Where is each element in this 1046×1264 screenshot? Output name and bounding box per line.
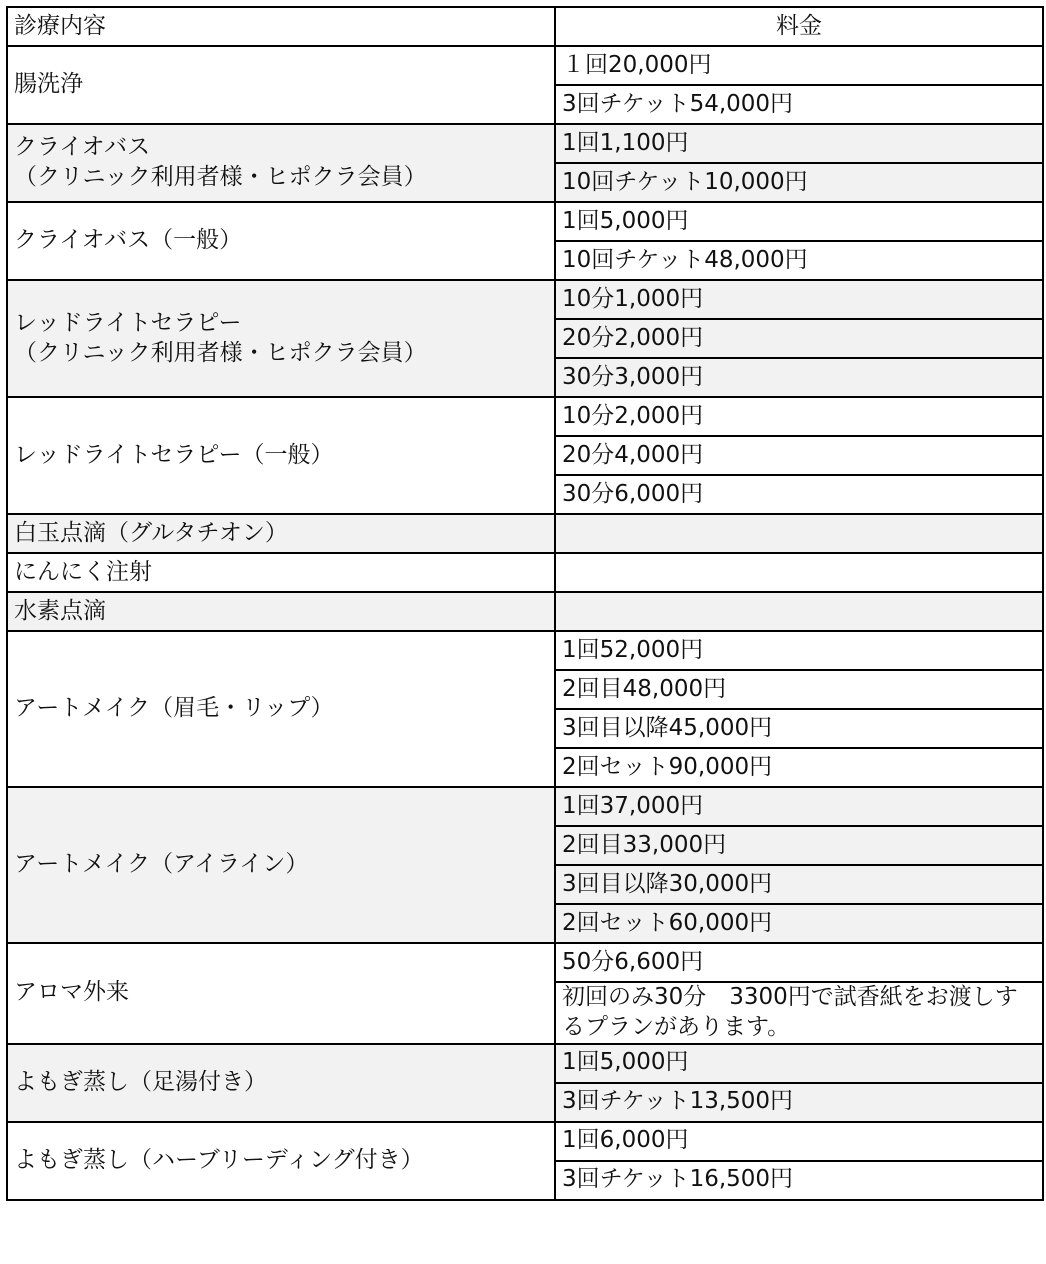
service-name-cell [7, 787, 555, 943]
price-cell: 2回目33,000円 [555, 826, 1043, 865]
price-cell: 30分6,000円 [555, 475, 1043, 514]
price-cell: 3回目以降45,000円 [555, 709, 1043, 748]
price-cell: 1回5,000円 [555, 1044, 1043, 1083]
price-cell: 1回37,000円 [555, 787, 1043, 826]
table-row [7, 631, 1043, 670]
price-cell: 20分2,000円 [555, 319, 1043, 358]
table-row [7, 514, 1043, 553]
service-name-line: よもぎ蒸し（ハーブリーディング付き） [14, 1146, 424, 1173]
service-name-line: クライオバス [14, 134, 151, 161]
price-cell: 10分1,000円 [555, 280, 1043, 319]
service-name-cell [7, 1122, 555, 1200]
price-cell: 10回チケット48,000円 [555, 241, 1043, 280]
service-name-line: レッドライトセラピー（一般） [14, 441, 334, 468]
price-table [6, 6, 1044, 1201]
service-name-line: アートメイク（アイライン） [14, 851, 309, 878]
table-row [7, 280, 1043, 319]
service-name-cell [7, 124, 555, 202]
service-name-cell [7, 553, 555, 592]
table-row [7, 124, 1043, 163]
service-name-line: にんにく注射 [14, 558, 152, 585]
table-row [7, 1122, 1043, 1161]
price-cell: 3回チケット13,500円 [555, 1083, 1043, 1122]
service-name-line: 白玉点滴（グルタチオン） [14, 519, 288, 546]
price-cell: 3回チケット54,000円 [555, 85, 1043, 124]
service-name-line: よもぎ蒸し（足湯付き） [14, 1068, 267, 1095]
price-cell [555, 592, 1043, 631]
table-header-row [7, 7, 1043, 46]
price-cell: 2回セット90,000円 [555, 748, 1043, 787]
price-cell: 1回5,000円 [555, 202, 1043, 241]
price-cell: 20分4,000円 [555, 436, 1043, 475]
price-column-header: 料金 [555, 7, 1043, 46]
service-name-line: 腸洗浄 [14, 71, 83, 98]
price-cell: 10分2,000円 [555, 397, 1043, 436]
price-cell [555, 514, 1043, 553]
service-name-cell [7, 280, 555, 397]
service-name-cell [7, 631, 555, 787]
service-name-cell [7, 514, 555, 553]
service-name-line: クライオバス（一般） [14, 227, 243, 254]
price-cell: 1回6,000円 [555, 1122, 1043, 1161]
price-cell: 50分6,600円 [555, 943, 1043, 982]
table-row [7, 553, 1043, 592]
price-cell: 10回チケット10,000円 [555, 163, 1043, 202]
service-name-cell [7, 46, 555, 124]
service-name-cell [7, 202, 555, 280]
price-cell: １回20,000円 [555, 46, 1043, 85]
price-cell: 3回チケット16,500円 [555, 1161, 1043, 1200]
table-row [7, 1044, 1043, 1083]
service-name-cell [7, 592, 555, 631]
service-name-line: アートメイク（眉毛・リップ） [14, 695, 334, 722]
price-cell: 2回セット60,000円 [555, 904, 1043, 943]
price-cell: 2回目48,000円 [555, 670, 1043, 709]
service-name-line: アロマ外来 [14, 979, 129, 1006]
table-row [7, 397, 1043, 436]
table-row [7, 592, 1043, 631]
service-column-header: 診療内容 [7, 7, 555, 46]
price-cell: 3回目以降30,000円 [555, 865, 1043, 904]
price-cell: 1回52,000円 [555, 631, 1043, 670]
service-name-cell [7, 1044, 555, 1122]
table-row [7, 787, 1043, 826]
table-row [7, 943, 1043, 982]
service-name-line: レッドライトセラピー [14, 309, 242, 336]
service-name-cell [7, 397, 555, 514]
price-cell [555, 553, 1043, 592]
table-row [7, 202, 1043, 241]
service-name-cell [7, 943, 555, 1044]
price-cell: 1回1,100円 [555, 124, 1043, 163]
service-name-line: （クリニック利用者様・ヒポクラ会員） [14, 339, 427, 366]
table-row [7, 46, 1043, 85]
service-name-line: （クリニック利用者様・ヒポクラ会員） [14, 164, 427, 190]
price-cell: 30分3,000円 [555, 358, 1043, 397]
price-cell: 初回のみ30分 3300円で試香紙をお渡しするプランがあります。 [555, 982, 1043, 1044]
service-name-line: 水素点滴 [14, 597, 106, 624]
